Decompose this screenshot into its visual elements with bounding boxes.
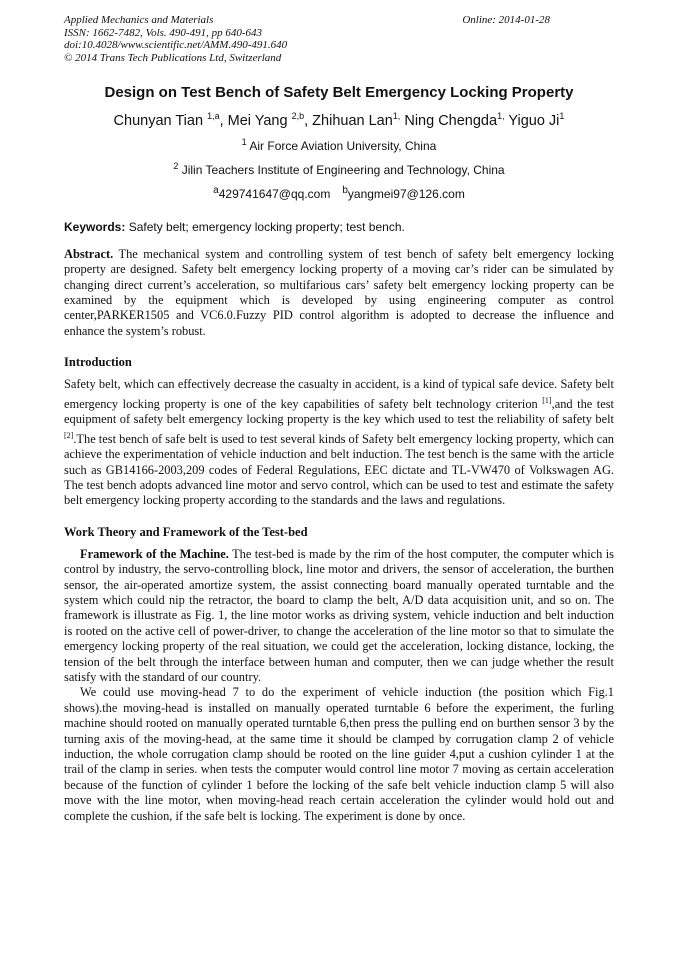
keywords-text: Safety belt; emergency locking property; test bench. — [125, 219, 405, 234]
author-affiliation-sup: 1, — [392, 111, 401, 121]
intro-text-2: ,and the test equipment of safety belt emergency locking property is the key which used to test the reliability of safety belt — [64, 396, 615, 427]
abstract-text: The mechanical system and controlling system of test bench of safety belt emergency locking property are designed. Safety belt emergency locking property of a moving car’s rider can be simulated by changing direct current’s acceleration, so multifarious cars’ safety belt emergency locking property can be examined by the equipment which is developed by using engineering computer as control center,PARKER1505 and VC6.0.Fuzzy PID control algorithm is adopted to decrease the influence and enhance the system’s robust. — [64, 246, 614, 338]
affiliation-1 — [64, 137, 614, 153]
framework-label: Framework of the Machine. — [80, 546, 229, 561]
email-a[interactable]: 429741647@qq.com — [218, 186, 331, 201]
author-name: Ning Chengda — [404, 112, 498, 129]
intro-text-1: Safety belt, which can effectively decrease the casualty in accident, is a kind of typical safe device. Safety belt emergency locking property is one of the key capabilities of safety belt technology criterion — [64, 377, 614, 411]
author-list — [64, 111, 614, 129]
affiliation-sup: 1 — [241, 136, 247, 147]
keywords-label: Keywords: — [64, 219, 126, 234]
author-affiliation-sup: 1 — [559, 111, 565, 121]
intro-text-3: .The test bench of safe belt is used to test several kinds of Safety belt emergency locking property, which can achieve the experimentation of vehicle induction and belt induction. The test bench is the same with the article such as GB14166-2003,209 codes of Federal Regulations, EEC dictate and TL-VW470 of Volkswagen AG. The test bench adopts advanced line motor and servo control, which can be used to test and estimate the safety belt emergency locking property according to the standards and the laws and regulations. — [64, 431, 614, 508]
section-heading-work-theory: Work Theory and Framework of the Test-bed — [64, 524, 308, 539]
online-date: Online: 2014-01-28 — [462, 14, 550, 26]
citation-1[interactable]: [1] — [542, 395, 552, 405]
author-name: Zhihuan Lan — [312, 112, 393, 129]
author-name: Chunyan Tian — [113, 112, 208, 129]
keywords — [64, 220, 614, 234]
framework-paragraph — [64, 547, 614, 686]
email-sup: a — [213, 184, 219, 196]
journal-name: Applied Mechanics and Materials — [64, 14, 214, 26]
copyright-line: © 2014 Trans Tech Publications Ltd, Switzerland — [64, 51, 282, 64]
section-heading-introduction: Introduction — [64, 355, 132, 370]
author-name: Mei Yang — [227, 112, 292, 129]
doi-line: doi:10.4028/www.scientific.net/AMM.490-491.640 — [64, 39, 288, 51]
issn-line: ISSN: 1662-7482, Vols. 490-491, pp 640-643 — [64, 26, 262, 39]
email-sup: b — [342, 184, 348, 196]
paper-title: Design on Test Bench of Safety Belt Emergency Locking Property — [104, 84, 574, 101]
author-affiliation-sup: 1,a — [207, 111, 220, 121]
affiliation-text: Air Force Aviation University, China — [246, 138, 437, 153]
affiliation-sup: 2 — [173, 160, 179, 171]
abstract-label: Abstract. — [64, 246, 114, 261]
moving-head-paragraph: We could use moving-head 7 to do the experiment of vehicle induction (the position which Fig.1 shows).the moving-head is installed on manually operated turntable 6 before the experiment, the furling machine should rooted on manually operated turntable 6,then press the pulling end on burthen sensor 3 by the turning axis of the moving-head, at the same time it should be clamped by corrugation clamp 2 of vehicle induction, the whole corrugation clamp should be rooted on the line guider 4,put a cushion cylinder 1 at the trail of the clamp in series. when tests the computer would control line motor 7 moving as certain acceleration because of the function of cylinder 1 before the locking of the safe belt vehicle induction clamp 5 will also move with the line motor, when moving-head reach certain acceleration the cylinder would hold out and complete the cushion, if the safe belt is locking. The experiment is done by once. — [64, 685, 614, 823]
framework-text: The test-bed is made by the rim of the host computer, the computer which is control by industry, the servo-controlling block, line motor and drivers, the sensor of acceleration, the burthen sensor, the air-operated amortize system, the assist connecting board manually operated turntable and the system which could nip the retractor, the board to clamp the belt, A/D data acquisition unit, and so on. The framework is illustrate as Fig. 1, the line motor works as driving system, vehicle induction and belt induction is rooted on the active cell of power-driver, to change the acceleration of the line motor so that to simulate the emergency locking property of the real situation, we could get the acceleration, locking distance, locking, the tension of the belt through the interface between human and computer, then we can judge whether the result satisfy with the standard of our country. — [64, 546, 615, 685]
journal-header — [64, 0, 614, 68]
citation-2[interactable]: [2] — [64, 430, 74, 440]
affiliation-2 — [64, 161, 614, 177]
author-affiliation-sup: 2,b — [291, 111, 305, 121]
author-name: Yiguo Ji — [508, 112, 560, 129]
author-separator: , — [304, 112, 313, 129]
affiliation-text: Jilin Teachers Institute of Engineering and Technology, China — [178, 162, 505, 177]
author-emails — [64, 185, 614, 201]
author-separator: , — [219, 112, 228, 129]
abstract — [64, 247, 614, 339]
author-affiliation-sup: 1, — [497, 111, 505, 121]
email-b[interactable]: yangmei97@126.com — [347, 186, 465, 201]
introduction-paragraph — [64, 377, 614, 509]
